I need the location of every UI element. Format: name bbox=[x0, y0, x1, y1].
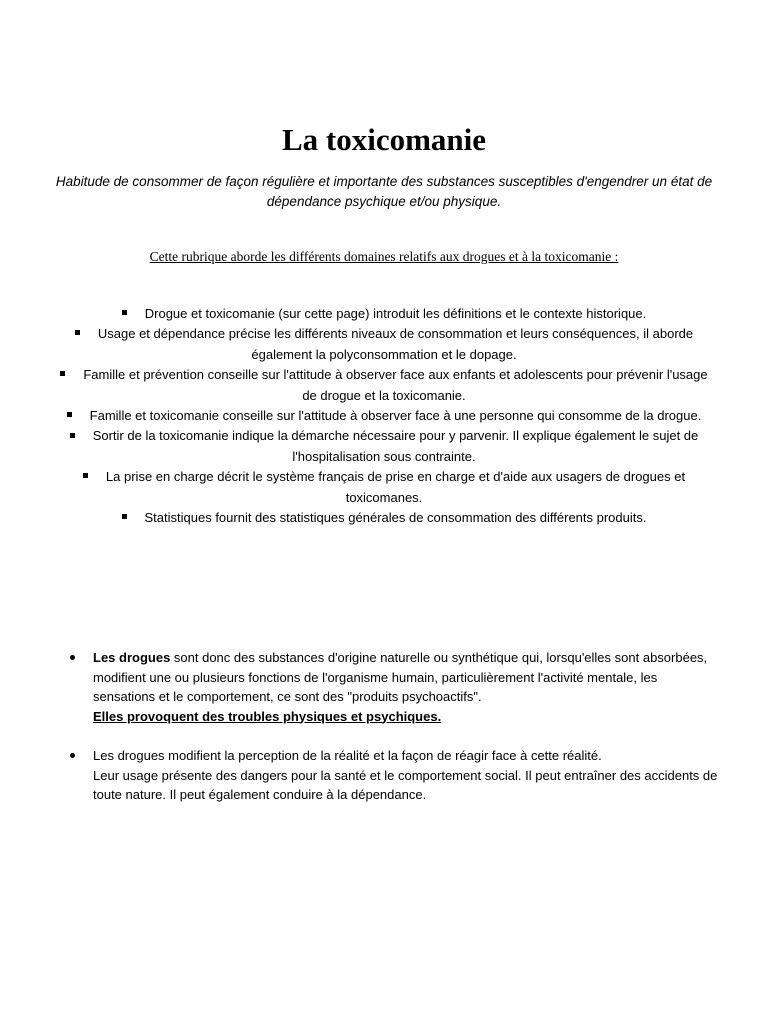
square-bullet-icon bbox=[83, 473, 88, 478]
list-item bbox=[60, 324, 708, 365]
drugs-perception-text: Les drogues modifient la perception de la réalité et la façon de réagir face à cette réalité. bbox=[93, 748, 602, 763]
square-bullet-icon bbox=[70, 433, 75, 438]
square-bullet-icon bbox=[60, 371, 65, 376]
square-bullet-icon bbox=[122, 310, 127, 315]
list-item-text: Drogue et toxicomanie (sur cette page) introduit les définitions et le contexte historique. bbox=[144, 306, 647, 321]
list-item bbox=[60, 406, 708, 426]
list-item-drug-definition bbox=[62, 648, 722, 726]
drugs-emphasis: Elles provoquent des troubles physiques et psychiques. bbox=[93, 708, 442, 724]
list-item bbox=[60, 467, 708, 508]
list-item-text: La prise en charge décrit le système français de prise en charge et d'aide aux usagers de drogues et toxicomanes. bbox=[105, 469, 686, 505]
square-bullet-icon bbox=[75, 330, 80, 335]
drugs-definition-text: sont donc des substances d'origine naturelle ou synthétique qui, lorsqu'elles sont absorbées, modifient une ou plusieurs fonctions de l'organisme humain, particulièrement l'activité mentale, les sensations et le comportement, ce sont des "produits psychoactifs". bbox=[93, 650, 708, 704]
definition-subtitle: Habitude de consommer de façon régulière et importante des substances susceptibles d'engendrer un état de dépendance psychique et/ou physique. bbox=[55, 174, 713, 209]
page-title: La toxicomanie bbox=[281, 122, 487, 157]
list-item-text: Usage et dépendance précise les différents niveaux de consommation et leurs conséquences, il aborde également la polyconsommation et le dopage. bbox=[97, 326, 694, 362]
drugs-lead: Les drogues bbox=[93, 650, 171, 665]
sections-list bbox=[60, 304, 708, 528]
drugs-danger-text: Leur usage présente des dangers pour la santé et le comportement social. Il peut entraîner des accidents de toute nature. Il peut également conduire à la dépendance. bbox=[93, 767, 718, 802]
drugs-bullet-list bbox=[62, 648, 722, 805]
list-item-text: Famille et prévention conseille sur l'attitude à observer face aux enfants et adolescents pour prévenir l'usage de drogue et la toxicomanie. bbox=[83, 367, 708, 403]
list-item bbox=[60, 426, 708, 467]
square-bullet-icon bbox=[122, 514, 127, 519]
list-item-text: Statistiques fournit des statistiques générales de consommation des différents produits. bbox=[144, 510, 647, 526]
list-item-text: Sortir de la toxicomanie indique la démarche nécessaire pour y parvenir. Il explique également le sujet de l'hospitalisation sous contrainte. bbox=[92, 428, 699, 464]
list-item bbox=[60, 508, 708, 528]
list-item-text: Famille et toxicomanie conseille sur l'attitude à observer face à une personne qui consomme de la drogue. bbox=[89, 408, 702, 424]
rubric-intro: Cette rubrique aborde les différents domaines relatifs aux drogues et à la toxicomanie : bbox=[149, 249, 619, 264]
round-bullet-icon bbox=[70, 753, 75, 758]
list-item bbox=[60, 304, 708, 324]
round-bullet-icon bbox=[70, 655, 75, 660]
square-bullet-icon bbox=[67, 412, 72, 417]
list-item bbox=[60, 365, 708, 406]
list-item-drug-effects bbox=[62, 746, 722, 805]
